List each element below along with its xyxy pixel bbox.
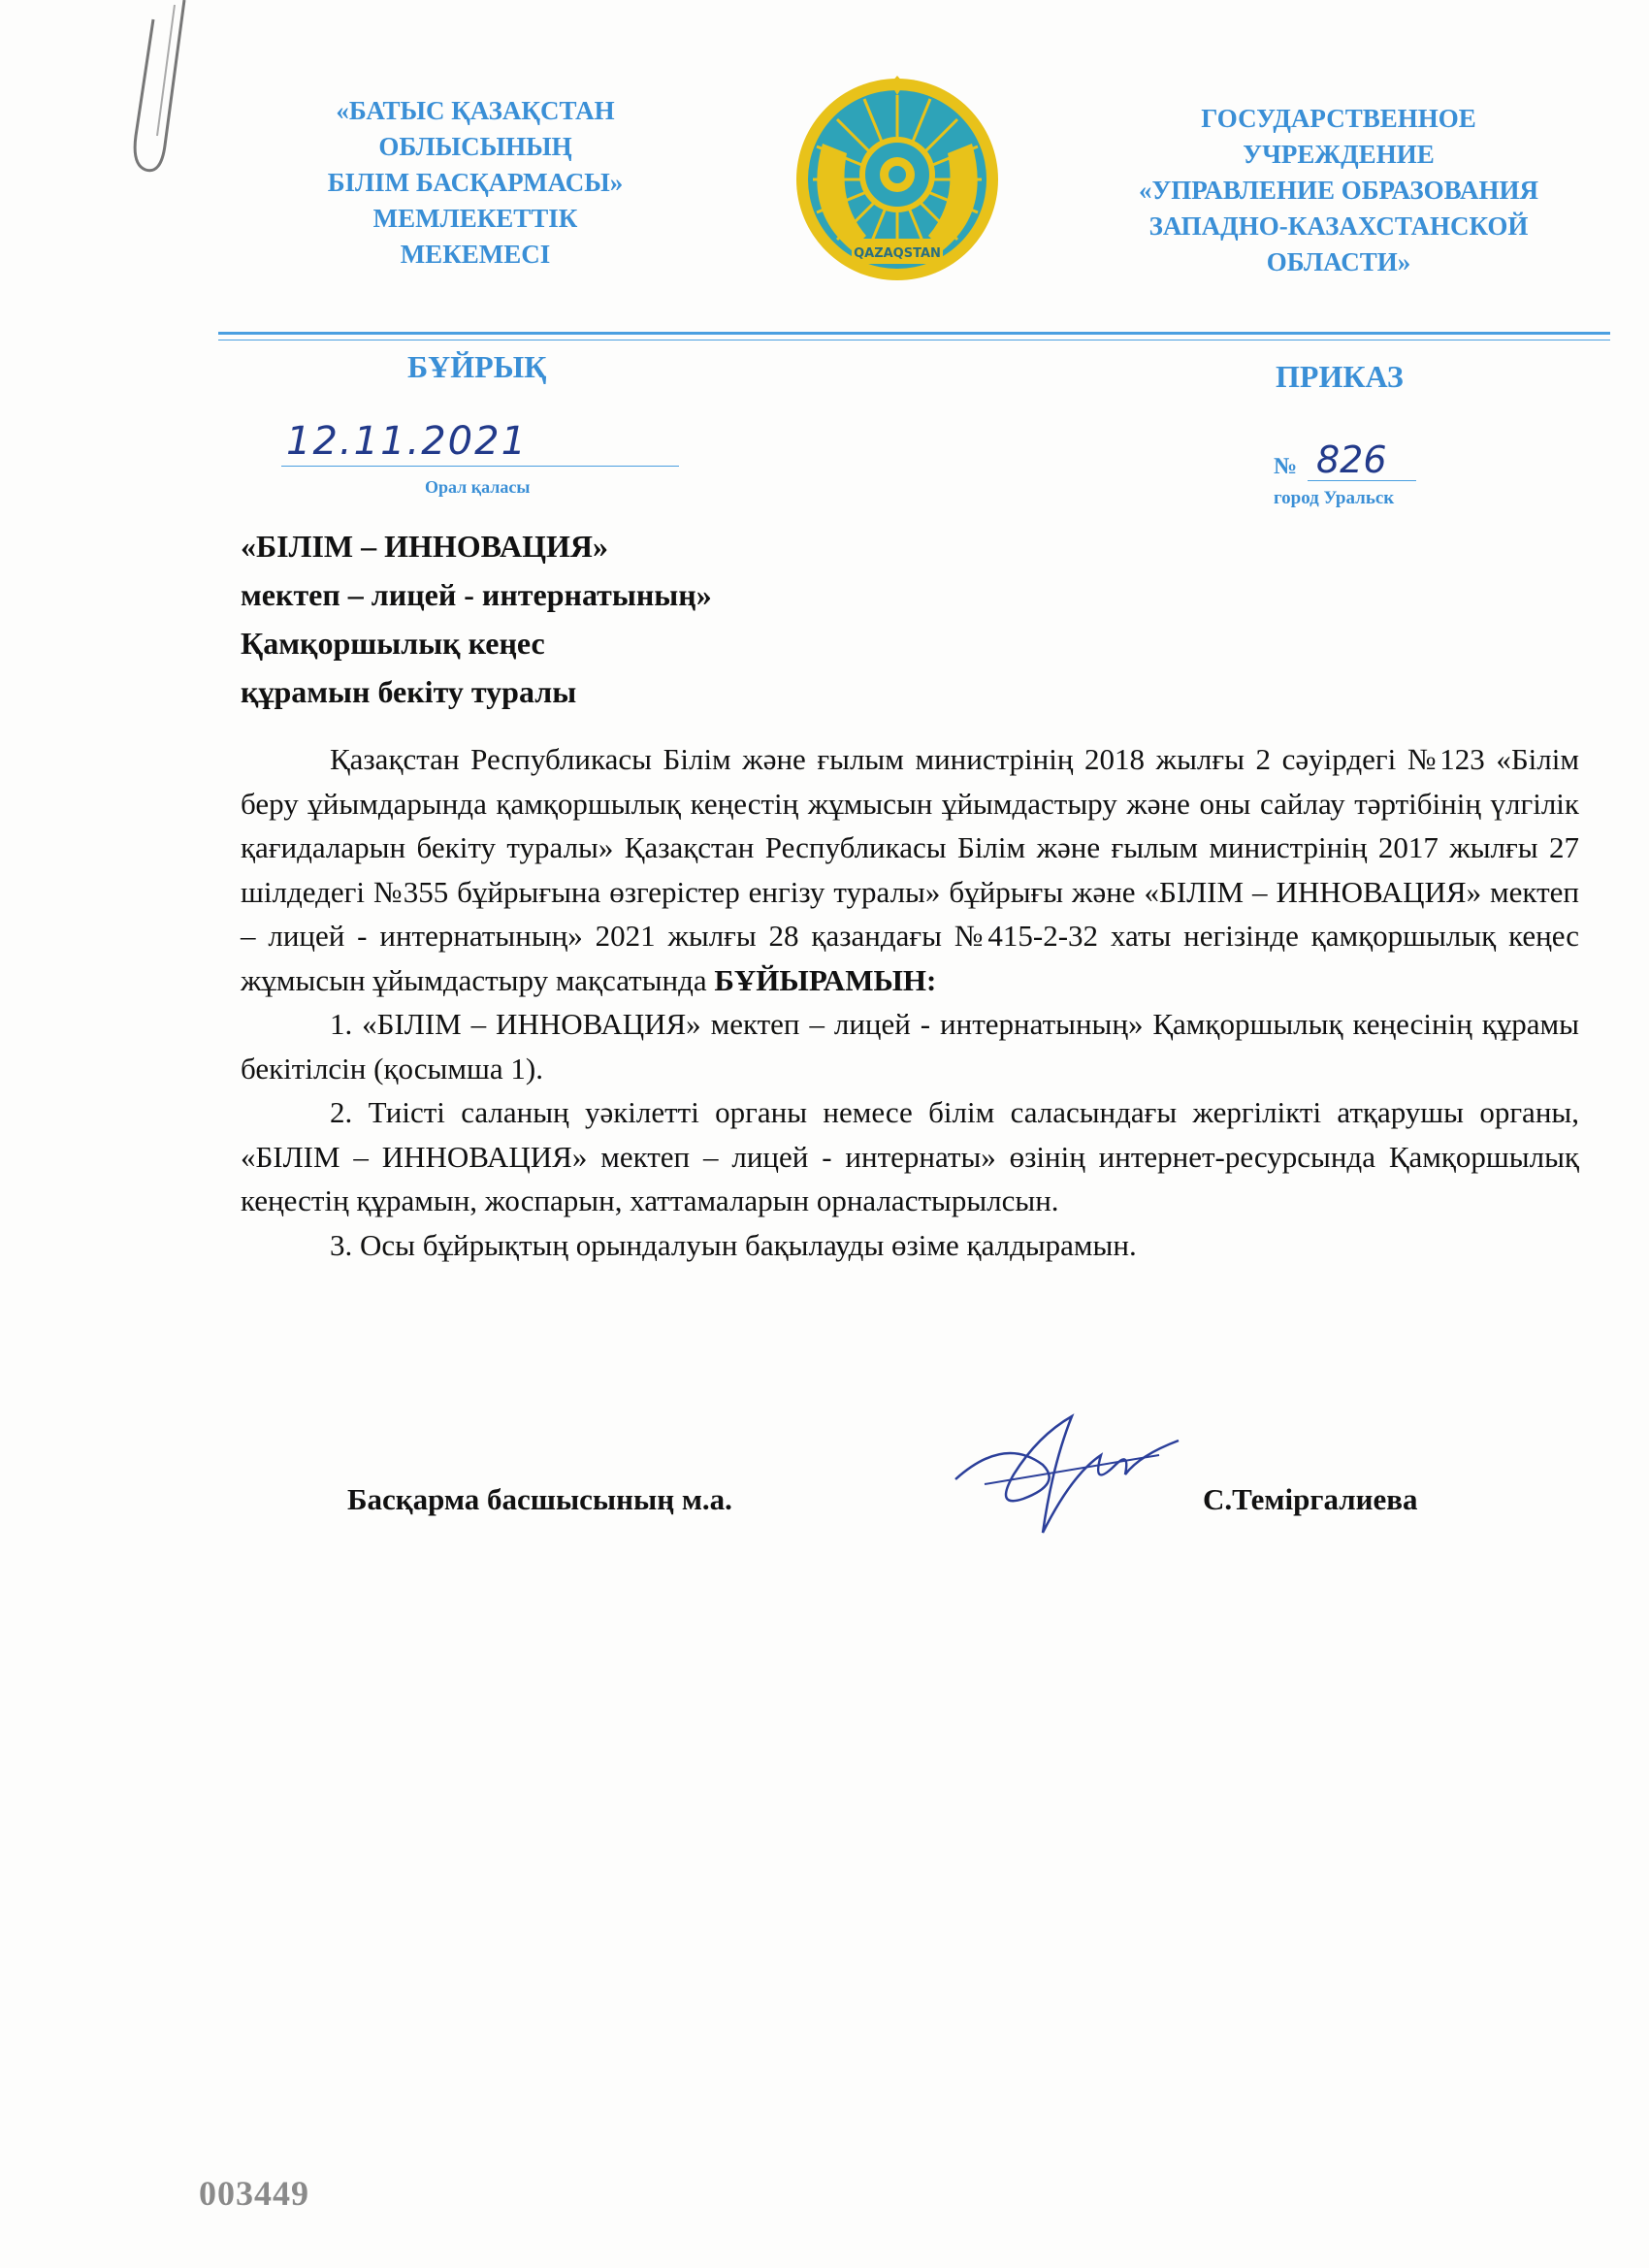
- title-line: мектеп – лицей - интернатының»: [241, 577, 712, 612]
- preamble-paragraph: [241, 737, 1579, 1002]
- title-line: құрамын бекіту туралы: [241, 674, 577, 709]
- city-kz: Орал қаласы: [425, 477, 531, 497]
- serial-number: 003449: [199, 2174, 309, 2213]
- letterhead-kz-line: ОБЛЫСЫНЫҢ: [378, 132, 572, 161]
- city-ru: город Уральск: [1274, 488, 1395, 508]
- document-title: [241, 522, 712, 716]
- document-body: [241, 737, 1579, 1267]
- letterhead-kz-line: БІЛІМ БАСҚАРМАСЫ»: [327, 168, 624, 197]
- header-divider: [218, 332, 1610, 335]
- order-item: 1. «БІЛІМ – ИННОВАЦИЯ» мектеп – лицей - интернатының» Қамқоршылық кеңесінің құрамы бекітілсін (қосымша 1).: [241, 1007, 1579, 1085]
- letterhead-ru-line: ГОСУДАРСТВЕННОЕ: [1201, 104, 1476, 133]
- order-word: БҰЙЫРАМЫН:: [714, 962, 937, 997]
- letterhead-kz: [291, 93, 660, 273]
- order-item: 3. Осы бұйрықтың орындалуын бақылауды өзіме қалдырамын.: [330, 1227, 1137, 1262]
- order-type-ru: ПРИКАЗ: [1276, 359, 1404, 394]
- letterhead-ru: [1086, 101, 1591, 280]
- paperclip-image: [126, 0, 223, 184]
- order-type-kz: БҰЙРЫҚ: [407, 349, 547, 384]
- letterhead-kz-line: МЕМЛЕКЕТТІК: [372, 204, 578, 233]
- state-emblem-icon: [793, 76, 1001, 283]
- signer-title: Басқарма басшысының м.а.: [347, 1482, 732, 1516]
- title-line: «БІЛІМ – ИННОВАЦИЯ»: [241, 529, 608, 564]
- order-item: 2. Тиісті саланың уәкілетті органы немесе білім саласындағы жергілікті атқарушы органы, «БІЛІМ – ИННОВАЦИЯ» мектеп – лицей - интернаты» өзінің интернет-ресурсында Қамқоршылық кеңестің құрамын, жоспарын, хаттамаларын орналастырылсын.: [241, 1095, 1579, 1217]
- handwritten-signature-icon: [946, 1397, 1188, 1542]
- date-underline: [281, 466, 679, 467]
- letterhead-kz-line: МЕКЕМЕСІ: [400, 240, 551, 269]
- letterhead-ru-line: УЧРЕЖДЕНИЕ: [1243, 140, 1435, 169]
- order-number-prefix: №: [1274, 454, 1298, 479]
- letterhead-ru-line: ОБЛАСТИ»: [1266, 247, 1411, 276]
- preamble-text: Қазақстан Республикасы Білім және ғылым министрінің 2018 жылғы 2 сәуірдегі №123 «Білім беру ұйымдарында қамқоршылық кеңестің жұмысын ұйымдастыру және оны сайлау тәртібінің үлгілік қағидаларын бекіту туралы» Қазақстан Республикасы Білім және ғылым министрінің 2017 жылғы 27 шілдедегі №355 бұйрығына өзгерістер енгізу туралы» бұйрығы және «БІЛІМ – ИННОВАЦИЯ» мектеп – лицей - интернатының» 2021 жылғы 28 қазандағы №415-2-32 хаты негізінде қамқоршылық кеңес жұмысын ұйымдастыру мақсатында: [241, 742, 1579, 997]
- emblem-text: QAZAQSTAN: [854, 246, 941, 261]
- signer-name: С.Теміргалиева: [1203, 1482, 1418, 1516]
- letterhead-ru-line: ЗАПАДНО-КАЗАХСТАНСКОЙ: [1148, 211, 1529, 241]
- order-date-handwritten: 12.11.2021: [286, 419, 529, 464]
- order-number-handwritten: 826: [1316, 438, 1387, 481]
- title-line: Қамқоршылық кеңес: [241, 626, 545, 661]
- number-underline: [1308, 480, 1416, 481]
- letterhead-kz-line: «БАТЫС ҚАЗАҚСТАН: [336, 96, 615, 125]
- letterhead-ru-line: «УПРАВЛЕНИЕ ОБРАЗОВАНИЯ: [1138, 176, 1538, 205]
